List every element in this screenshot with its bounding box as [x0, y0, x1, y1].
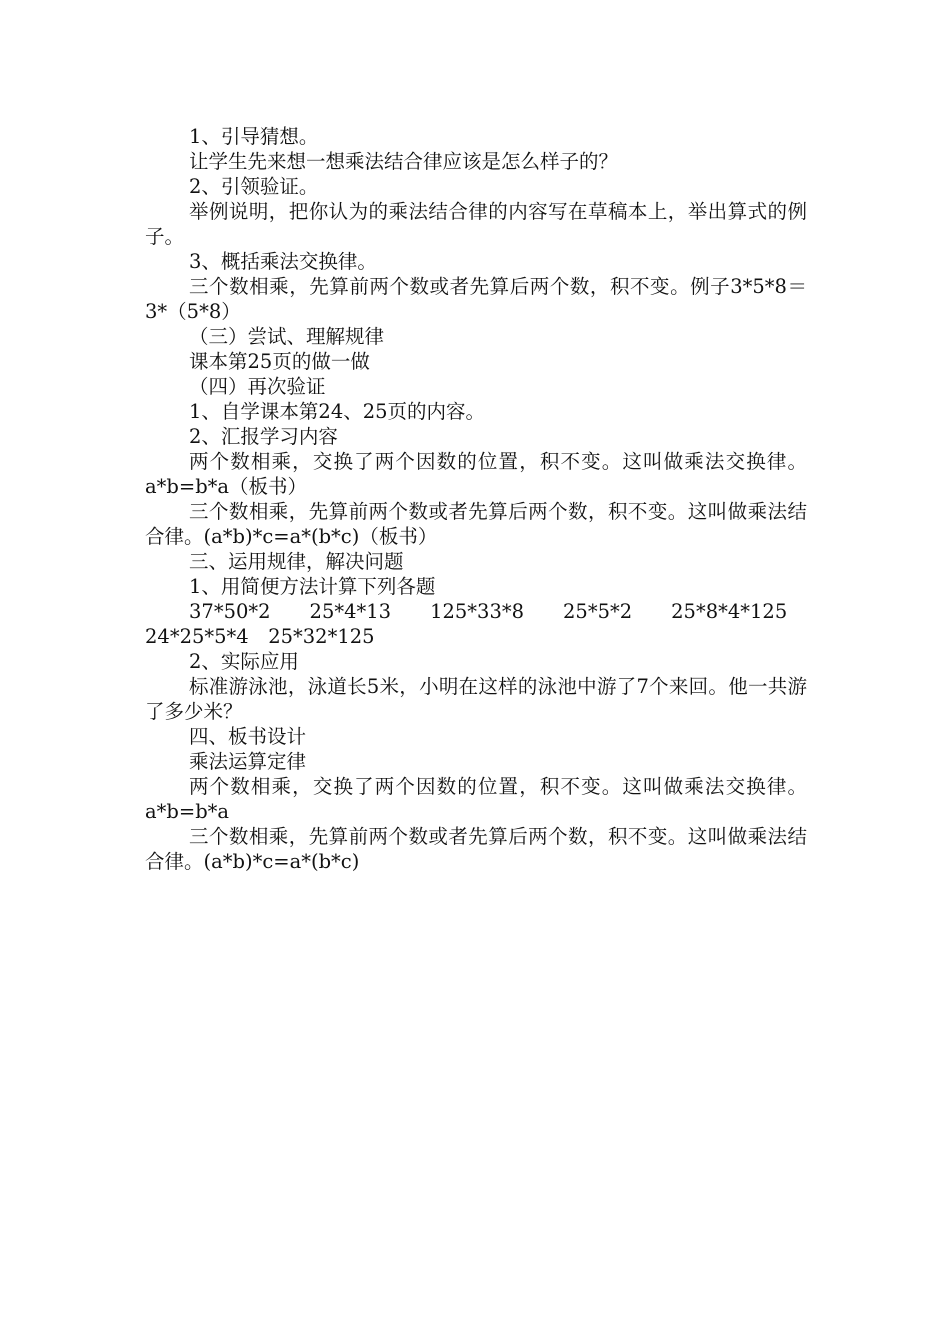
paragraph: 1、自学课本第24、25页的内容。	[189, 400, 486, 423]
exercise-list: 24*25*5*4 25*32*125	[145, 625, 375, 648]
paragraph: 1、用简便方法计算下列各题	[189, 575, 436, 598]
step-guess: 1、引导猜想。	[189, 125, 319, 148]
step-verify: 2、引领验证。	[189, 175, 319, 198]
paragraph: 三个数相乘，先算前两个数或者先算后两个数，积不变。这叫做乘法结合律。(a*b)*c=a*(b*c)	[145, 825, 807, 873]
paragraph: 举例说明，把你认为的乘法结合律的内容写在草稿本上，举出算式的例子。	[145, 200, 807, 248]
paragraph: 三个数相乘，先算前两个数或者先算后两个数，积不变。例子3*5*8＝3*（5*8）	[145, 275, 807, 323]
paragraph: 让学生先来想一想乘法结合律应该是怎么样子的？	[189, 150, 619, 173]
paragraph: 两个数相乘，交换了两个因数的位置，积不变。这叫做乘法交换律。a*b=b*a	[145, 775, 807, 823]
paragraph: 课本第25页的做一做	[189, 350, 370, 373]
exercise-list: 37*50*2 25*4*13 125*33*8 25*5*2 25*8*4*125	[189, 600, 788, 623]
paragraph: 标准游泳池，泳道长5米，小明在这样的泳池中游了7个来回。他一共游了多少米？	[145, 675, 807, 723]
document-body	[145, 124, 807, 874]
section-heading: 三、运用规律，解决问题	[189, 550, 404, 573]
section-heading: 四、板书设计	[189, 725, 307, 748]
step-summarize: 3、概括乘法交换律。	[189, 250, 377, 273]
paragraph: 乘法运算定律	[189, 750, 307, 773]
section-heading: （三）尝试、理解规律	[189, 325, 385, 348]
paragraph: 2、汇报学习内容	[189, 425, 338, 448]
paragraph: 2、实际应用	[189, 650, 299, 673]
paragraph: 两个数相乘，交换了两个因数的位置，积不变。这叫做乘法交换律。a*b=b*a（板书）	[145, 450, 807, 498]
section-heading: （四）再次验证	[189, 375, 326, 398]
paragraph: 三个数相乘，先算前两个数或者先算后两个数，积不变。这叫做乘法结合律。(a*b)*c=a*(b*c)（板书）	[145, 500, 807, 548]
